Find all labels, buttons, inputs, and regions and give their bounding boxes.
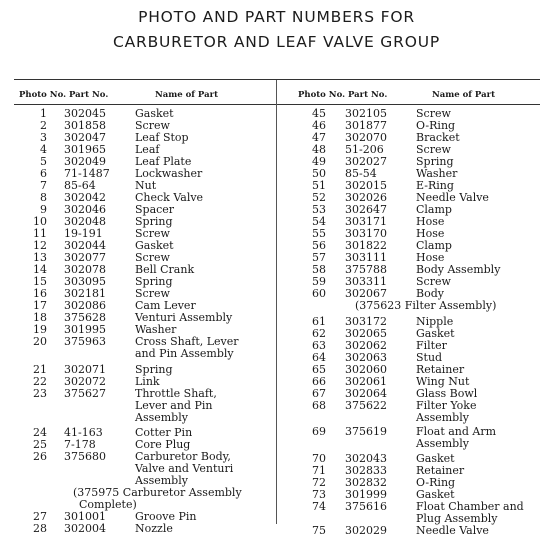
column-divider <box>276 80 277 524</box>
part-name: Float and Arm <box>416 425 497 438</box>
photo-number: 18 <box>33 311 47 324</box>
part-name: Bell Crank <box>135 263 195 276</box>
part-number: 302065 <box>345 327 387 340</box>
part-number: 302063 <box>345 351 387 364</box>
page-title-line1: PHOTO AND PART NUMBERS FOR <box>138 8 415 26</box>
part-name: Clamp <box>416 203 452 216</box>
photo-number: 16 <box>33 287 47 300</box>
part-number: 302061 <box>345 375 387 388</box>
part-name: Spring <box>135 275 173 288</box>
part-number: 303171 <box>345 215 387 228</box>
photo-number: 72 <box>312 476 326 489</box>
section-note: (375623 Filter Assembly) <box>355 299 497 312</box>
photo-number: 67 <box>312 387 326 400</box>
part-name: Float Chamber and <box>416 500 524 513</box>
part-name: Nipple <box>416 315 454 328</box>
part-name: Link <box>135 375 160 388</box>
part-name: Needle Valve <box>416 524 489 537</box>
part-number: 302043 <box>345 452 387 465</box>
left-header-photo-part: Photo No. Part No. <box>19 90 109 100</box>
part-name: Glass Bowl <box>416 387 478 400</box>
photo-number: 66 <box>312 375 326 388</box>
part-number: 71-1487 <box>64 167 110 180</box>
part-name: Screw <box>135 227 170 240</box>
photo-number: 6 <box>40 167 47 180</box>
part-number: 375628 <box>64 311 106 324</box>
photo-number: 46 <box>312 119 326 132</box>
part-name-continued: and Pin Assembly <box>135 347 234 360</box>
photo-number: 49 <box>312 155 326 168</box>
photo-number: 11 <box>33 227 47 240</box>
photo-number: 63 <box>312 339 326 352</box>
top-rule <box>14 79 540 80</box>
photo-number: 58 <box>312 263 326 276</box>
photo-number: 8 <box>40 191 47 204</box>
photo-number: 24 <box>33 426 47 439</box>
part-number: 375622 <box>345 399 387 412</box>
photo-number: 65 <box>312 363 326 376</box>
right-header-photo-part: Photo No. Part No. <box>298 90 388 100</box>
part-number: 302071 <box>64 363 106 376</box>
part-number: 303170 <box>345 227 387 240</box>
part-number: 302086 <box>64 299 106 312</box>
part-name: O-Ring <box>416 119 456 132</box>
part-name: Hose <box>416 227 445 240</box>
photo-number: 48 <box>312 143 326 156</box>
part-name: Body <box>416 287 444 300</box>
part-name: Nut <box>135 179 157 192</box>
part-number: 302070 <box>345 131 387 144</box>
left-header-name: Name of Part <box>155 90 218 100</box>
part-number: 301858 <box>64 119 106 132</box>
part-number: 41-163 <box>64 426 103 439</box>
part-name: Screw <box>135 251 170 264</box>
part-number: 301995 <box>64 323 106 336</box>
right-header-name: Name of Part <box>432 90 495 100</box>
photo-number: 12 <box>33 239 47 252</box>
photo-number: 20 <box>33 335 47 348</box>
part-name: Leaf <box>135 143 160 156</box>
part-number: 375627 <box>64 387 106 400</box>
part-name: Needle Valve <box>416 191 489 204</box>
part-number: 302029 <box>345 524 387 537</box>
part-name: Hose <box>416 215 445 228</box>
part-name: Screw <box>416 275 451 288</box>
part-number: 302004 <box>64 522 106 535</box>
part-name: Gasket <box>135 107 174 120</box>
photo-number: 19 <box>33 323 47 336</box>
part-name: Carburetor Body, <box>135 450 231 463</box>
part-name: Hose <box>416 251 445 264</box>
part-name: Cotter Pin <box>135 426 193 439</box>
photo-number: 59 <box>312 275 326 288</box>
part-name: Filter <box>416 339 447 352</box>
part-name: Clamp <box>416 239 452 252</box>
photo-number: 23 <box>33 387 47 400</box>
photo-number: 56 <box>312 239 326 252</box>
part-number: 85-64 <box>64 179 96 192</box>
part-number: 302015 <box>345 179 387 192</box>
section-note: (375975 Carburetor Assembly <box>73 486 242 499</box>
part-number: 375963 <box>64 335 106 348</box>
part-name: Core Plug <box>135 438 191 451</box>
photo-number: 15 <box>33 275 47 288</box>
part-number: 51-206 <box>345 143 384 156</box>
part-name: Screw <box>416 107 451 120</box>
part-name: E-Ring <box>416 179 454 192</box>
section-note: Complete) <box>79 498 137 511</box>
part-number: 375788 <box>345 263 387 276</box>
part-number: 301822 <box>345 239 387 252</box>
photo-number: 17 <box>33 299 47 312</box>
part-name: Wing Nut <box>416 375 470 388</box>
photo-number: 13 <box>33 251 47 264</box>
part-number: 302105 <box>345 107 387 120</box>
photo-number: 60 <box>312 287 326 300</box>
part-name: Spacer <box>135 203 175 216</box>
photo-number: 26 <box>33 450 47 463</box>
photo-number: 61 <box>312 315 326 328</box>
photo-number: 51 <box>312 179 326 192</box>
part-number: 303095 <box>64 275 106 288</box>
page-title-line2: CARBURETOR AND LEAF VALVE GROUP <box>113 33 440 51</box>
photo-number: 27 <box>33 510 47 523</box>
part-name: Venturi Assembly <box>135 311 233 324</box>
photo-number: 68 <box>312 399 326 412</box>
part-name: Spring <box>135 363 173 376</box>
photo-number: 2 <box>40 119 47 132</box>
photo-number: 9 <box>40 203 47 216</box>
part-number: 302060 <box>345 363 387 376</box>
part-number: 302077 <box>64 251 106 264</box>
part-name-continued: Assembly <box>135 411 188 424</box>
photo-number: 64 <box>312 351 326 364</box>
part-number: 375619 <box>345 425 387 438</box>
part-name: Cam Lever <box>135 299 196 312</box>
photo-number: 50 <box>312 167 326 180</box>
photo-number: 53 <box>312 203 326 216</box>
part-name: Leaf Plate <box>135 155 192 168</box>
part-name: Bracket <box>416 131 460 144</box>
part-number: 301001 <box>64 510 106 523</box>
part-number: 302832 <box>345 476 387 489</box>
photo-number: 3 <box>40 131 47 144</box>
part-name-continued: Assembly <box>135 474 188 487</box>
part-name: Screw <box>135 287 170 300</box>
part-name: Gasket <box>135 239 174 252</box>
part-number: 375616 <box>345 500 387 513</box>
part-number: 19-191 <box>64 227 103 240</box>
part-name: Throttle Shaft, <box>135 387 217 400</box>
part-number: 302042 <box>64 191 106 204</box>
photo-number: 45 <box>312 107 326 120</box>
part-name-continued: Lever and Pin <box>135 399 213 412</box>
part-number: 302072 <box>64 375 106 388</box>
photo-number: 4 <box>40 143 47 156</box>
part-name: Screw <box>135 119 170 132</box>
part-number: 302647 <box>345 203 387 216</box>
photo-number: 21 <box>33 363 47 376</box>
part-name: Groove Pin <box>135 510 197 523</box>
part-name: Retainer <box>416 464 465 477</box>
part-number: 301965 <box>64 143 106 156</box>
part-number: 303172 <box>345 315 387 328</box>
part-number: 302027 <box>345 155 387 168</box>
photo-number: 25 <box>33 438 47 451</box>
part-name: Lockwasher <box>135 167 203 180</box>
part-name: Gasket <box>416 327 455 340</box>
part-name: Spring <box>135 215 173 228</box>
photo-number: 22 <box>33 375 47 388</box>
photo-number: 52 <box>312 191 326 204</box>
part-number: 302046 <box>64 203 106 216</box>
part-number: 301877 <box>345 119 387 132</box>
photo-number: 74 <box>312 500 326 513</box>
part-name-continued: Assembly <box>416 437 469 450</box>
part-name: Cross Shaft, Lever <box>135 335 239 348</box>
photo-number: 47 <box>312 131 326 144</box>
part-name: Gasket <box>416 488 455 501</box>
photo-number: 55 <box>312 227 326 240</box>
part-name: O-Ring <box>416 476 456 489</box>
part-name-continued: Valve and Venturi <box>135 462 234 475</box>
part-name: Spring <box>416 155 454 168</box>
part-name: Gasket <box>416 452 455 465</box>
photo-number: 69 <box>312 425 326 438</box>
part-name-continued: Plug Assembly <box>416 512 498 525</box>
photo-number: 73 <box>312 488 326 501</box>
photo-number: 7 <box>40 179 47 192</box>
part-number: 85-54 <box>345 167 377 180</box>
photo-number: 1 <box>40 107 47 120</box>
part-number: 302833 <box>345 464 387 477</box>
part-number: 301999 <box>345 488 387 501</box>
part-name: Stud <box>416 351 443 364</box>
part-name: Body Assembly <box>416 263 501 276</box>
part-name: Check Valve <box>135 191 204 204</box>
part-name: Retainer <box>416 363 465 376</box>
photo-number: 62 <box>312 327 326 340</box>
part-name-continued: Assembly <box>416 411 469 424</box>
photo-number: 5 <box>40 155 47 168</box>
part-number: 375680 <box>64 450 106 463</box>
part-number: 303311 <box>345 275 387 288</box>
part-number: 302181 <box>64 287 106 300</box>
part-name: Washer <box>135 323 177 336</box>
part-number: 302026 <box>345 191 387 204</box>
photo-number: 71 <box>312 464 326 477</box>
part-number: 302064 <box>345 387 387 400</box>
photo-number: 70 <box>312 452 326 465</box>
photo-number: 28 <box>33 522 47 535</box>
part-number: 302049 <box>64 155 106 168</box>
part-number: 302045 <box>64 107 106 120</box>
part-number: 302048 <box>64 215 106 228</box>
header-rule <box>14 104 540 105</box>
part-name: Leaf Stop <box>135 131 189 144</box>
photo-number: 57 <box>312 251 326 264</box>
part-name: Filter Yoke <box>416 399 477 412</box>
part-number: 7-178 <box>64 438 96 451</box>
part-name: Nozzle <box>135 522 173 535</box>
part-number: 302067 <box>345 287 387 300</box>
photo-number: 14 <box>33 263 47 276</box>
part-number: 302044 <box>64 239 106 252</box>
part-name: Washer <box>416 167 458 180</box>
part-number: 303111 <box>345 251 387 264</box>
part-number: 302062 <box>345 339 387 352</box>
part-name: Screw <box>416 143 451 156</box>
photo-number: 75 <box>312 524 326 537</box>
photo-number: 54 <box>312 215 326 228</box>
photo-number: 10 <box>33 215 47 228</box>
part-number: 302047 <box>64 131 106 144</box>
part-number: 302078 <box>64 263 106 276</box>
